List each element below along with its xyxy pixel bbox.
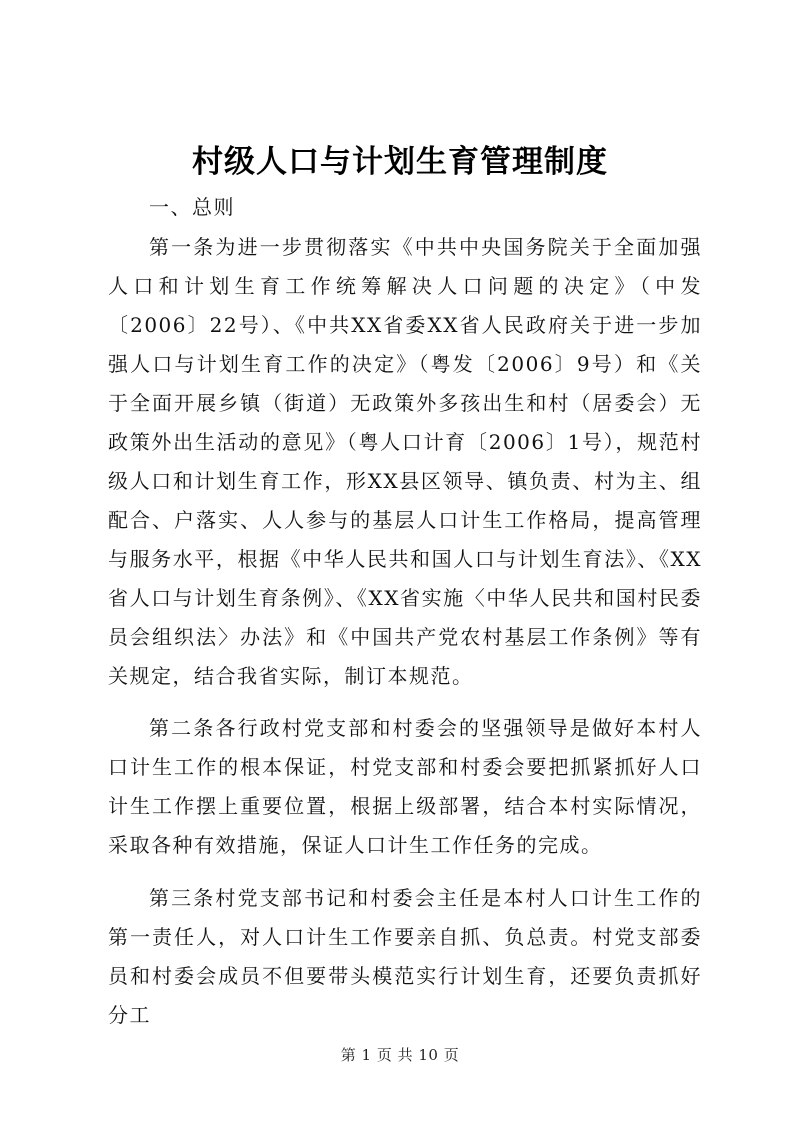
paragraph-spacer — [108, 696, 702, 709]
section-heading: 一、总则 — [149, 195, 235, 219]
paragraph-article-2: 第二条各行政村党支部和村委会的坚强领导是做好本村人口计生工作的根本保证，村党支部和村委会要把抓紧抓好人口计生工作摆上重要位置，根据上级部署，结合本村实际情况，采取各种有效措施，保证人口计生工作任务的完成。 — [108, 716, 702, 857]
page-number-footer: 第 1 页 共 10 页 — [340, 1046, 460, 1064]
paragraph-article-3: 第三条村党支部书记和村委会主任是本村人口计生工作的第一责任人，对人口计生工作要亲自抓、负总责。村党支部委员和村委会成员不但要带头模范实行计划生育，还要负责抓好分工 — [108, 886, 702, 1027]
document-title: 村级人口与计划生育管理制度 — [192, 144, 608, 180]
paragraph-spacer — [108, 865, 702, 879]
paragraph-article-1: 第一条为进一步贯彻落实《中共中央国务院关于全面加强人口和计划生育工作统筹解决人口问题的决定》（中发〔2006〕22号）、《中共XX省委XX省人民政府关于进一步加强人口与计划生育工作的决定》（粤发〔2006〕9号）和《关于全面开展乡镇（街道）无政策外多孩出生和村（居委会）无政策外出生活动的意见》（粤人口计育〔2006〕1号），规范村级人口和计划生育工作，形XX县区领导、镇负责、村为主、组配合、户落实、人人参与的基层人口计生工作格局，提高管理与服务水平，根据《中华人民共和国人口与计划生育法》、《XX省人口与计划生育条例》、《XX省实施〈中华人民共和国村民委员会组织法〉办法》和《中国共产党农村基层工作条例》等有关规定，结合我省实际，制订本规范。 — [108, 235, 702, 688]
document-body — [108, 188, 702, 1035]
